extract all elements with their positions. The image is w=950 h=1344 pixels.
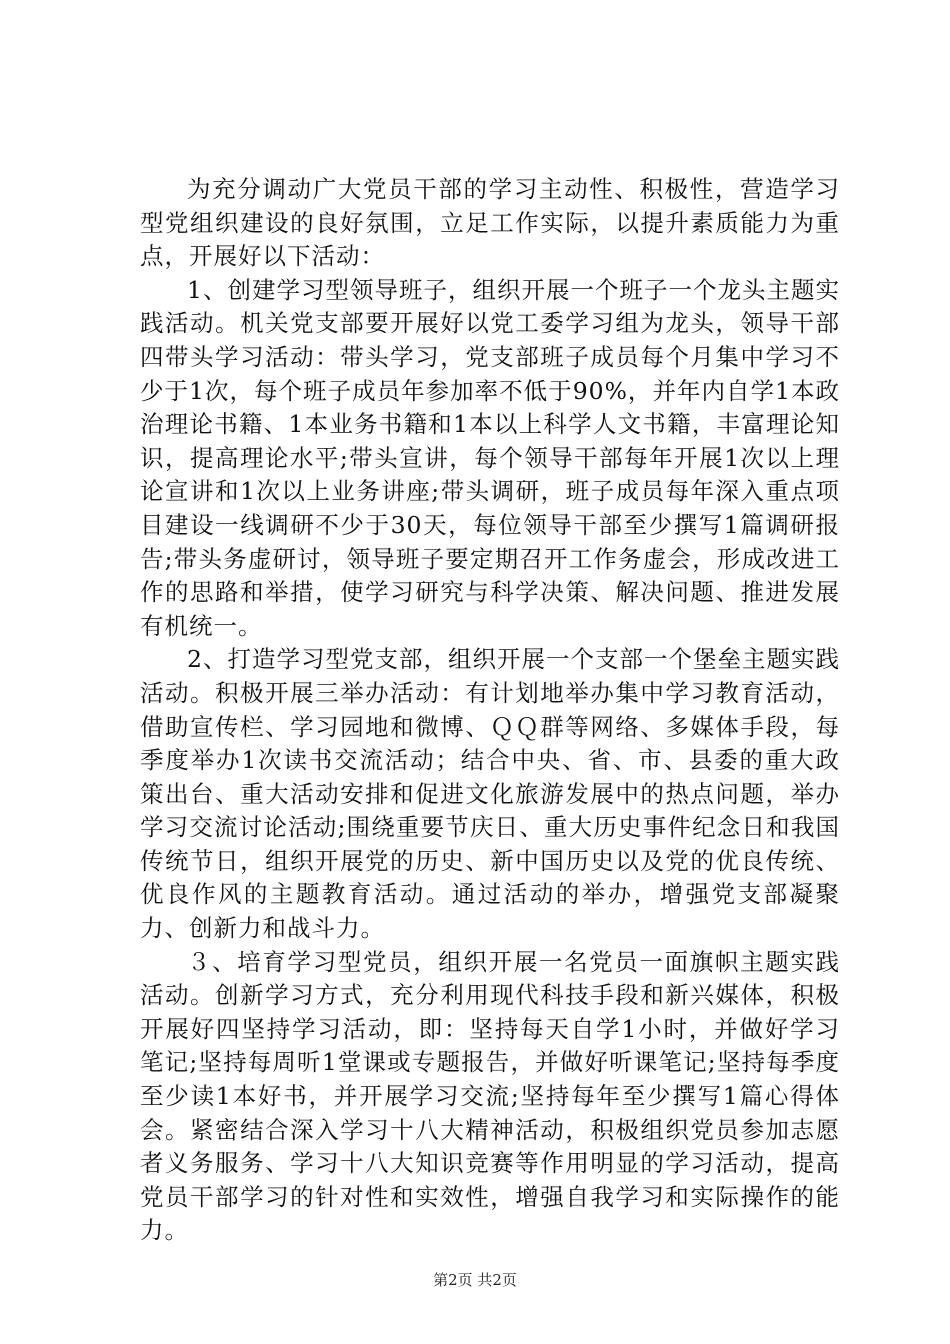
- document-body: [140, 173, 840, 1248]
- section-3-paragraph: ３、培育学习型党员，组织开展一名党员一面旗帜主题实践活动。创新学习方式，充分利用现代科技手段和新兴媒体，积极开展好四坚持学习活动，即：坚持每天自学1小时，并做好学习笔记;坚持每周听1堂课或专题报告，并做好听课笔记;坚持每季度至少读1本好书，并开展学习交流;坚持每年至少撰写1篇心得体会。紧密结合深入学习十八大精神活动，积极组织党员参加志愿者义务服务、学习十八大知识竞赛等作用明显的学习活动，提高党员干部学习的针对性和实效性，增强自我学习和实际操作的能力。: [140, 947, 840, 1245]
- intro-paragraph: 为充分调动广大党员干部的学习主动性、积极性，营造学习型党组织建设的良好氛围，立足工作实际，以提升素质能力为重点，开展好以下活动：: [140, 175, 840, 271]
- section-2-paragraph: 2、打造学习型党支部，组织开展一个支部一个堡垒主题实践活动。积极开展三举办活动：有计划地举办集中学习教育活动，借助宣传栏、学习园地和微博、ＱＱ群等网络、多媒体手段，每季度举办1次读书交流活动；结合中央、省、市、县委的重大政策出台、重大活动安排和促进文化旅游发展中的热点问题，举办学习交流讨论活动;围绕重要节庆日、重大历史事件纪念日和我国传统节日，组织开展党的历史、新中国历史以及党的优良传统、优良作风的主题教育活动。通过活动的举办，增强党支部凝聚力、创新力和战斗力。: [140, 645, 840, 943]
- page-footer: 第2页 共2页: [433, 1271, 517, 1289]
- section-1-paragraph: 1、创建学习型领导班子，组织开展一个班子一个龙头主题实践活动。机关党支部要开展好以党工委学习组为龙头，领导干部四带头学习活动：带头学习，党支部班子成员每个月集中学习不少于1次，每个班子成员年参加率不低于90%，并年内自学1本政治理论书籍、1本业务书籍和1本以上科学人文书籍，丰富理论知识，提高理论水平;带头宣讲，每个领导干部每年开展1次以上理论宣讲和1次以上业务讲座;带头调研，班子成员每年深入重点项目建设一线调研不少于30天，每位领导干部至少撰写1篇调研报告;带头务虚研讨，领导班子要定期召开工作务虚会，形成改进工作的思路和举措，使学习研究与科学决策、解决问题、推进发展有机统一。: [140, 275, 840, 640]
